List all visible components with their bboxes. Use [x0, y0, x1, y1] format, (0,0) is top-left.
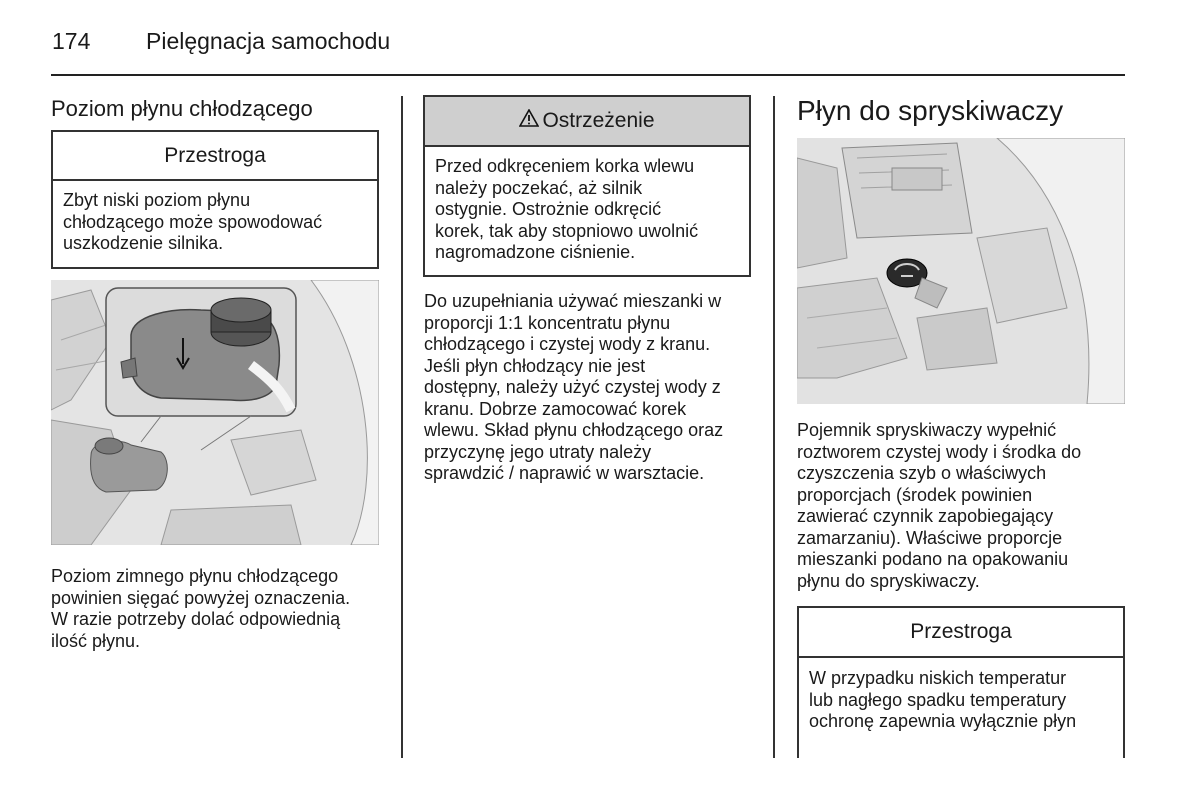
caution-line: W przypadku niskich temperatur — [809, 668, 1067, 688]
paragraph-line: Pojemnik spryskiwaczy wypełnić — [797, 420, 1057, 440]
caution-line: Zbyt niski poziom płynu — [63, 190, 251, 210]
paragraph-line: proporcjach (środek powinien — [797, 484, 1033, 505]
caution-line: ochronę zapewnia wyłącznie płyn — [809, 711, 1077, 731]
paragraph-line: zawierać czynnik zapobiegający — [797, 506, 1054, 526]
caution-line: chłodzącego może spowodować — [63, 211, 323, 232]
coolant-level-paragraph — [51, 566, 350, 652]
paragraph-line: kranu. Dobrze zamocować korek — [424, 398, 687, 419]
washer-caution-box — [797, 606, 1125, 758]
caution-title: Przestroga — [53, 132, 377, 181]
warning-header — [425, 97, 749, 147]
paragraph-line: ilość płynu. — [51, 630, 141, 651]
paragraph-line: powinien sięgać powyżej oznaczenia. — [51, 587, 351, 608]
chapter-title: Pielęgnacja samochodu — [146, 28, 391, 54]
caution-title: Przestroga — [799, 608, 1123, 658]
paragraph-line: roztworem czystej wody i środka do — [797, 441, 1082, 462]
paragraph-line: przyczynę jego utraty należy — [424, 441, 652, 462]
coolant-reservoir-illustration — [51, 280, 379, 545]
paragraph-line: W razie potrzeby dolać odpowiednią — [51, 609, 341, 629]
paragraph-line: mieszanki podano na opakowaniu — [797, 549, 1069, 569]
paragraph-line: sprawdzić / naprawić w warsztacie. — [424, 463, 705, 483]
paragraph-line: proporcji 1:1 koncentratu płynu — [424, 312, 671, 333]
washer-fluid-paragraph — [797, 420, 1081, 592]
paragraph-line: chłodzącego i czystej wody z kranu. — [424, 334, 711, 354]
warning-line: należy poczekać, aż silnik — [435, 177, 643, 198]
warning-line: Przed odkręceniem korka wlewu — [435, 156, 695, 176]
paragraph-line: czyszczenia szyb o właściwych — [797, 463, 1047, 483]
caution-line: lub nagłego spadku temperatury — [809, 689, 1067, 710]
warning-triangle-icon — [519, 97, 539, 145]
column-divider-2 — [773, 96, 775, 758]
coolant-caution-box — [51, 130, 379, 269]
caution-text — [53, 181, 377, 255]
paragraph-line: Poziom zimnego płynu chłodzącego — [51, 566, 339, 586]
washer-reservoir-illustration — [797, 138, 1125, 404]
warning-title: Ostrzeżenie — [542, 109, 655, 132]
paragraph-line: zamarzaniu). Właściwe proporcje — [797, 527, 1063, 548]
warning-box — [423, 95, 751, 277]
paragraph-line: płynu do spryskiwaczy. — [797, 570, 980, 591]
caution-text — [799, 658, 1123, 733]
page-number: 174 — [52, 28, 91, 54]
paragraph-line: Do uzupełniania używać mieszanki w — [424, 291, 722, 311]
coolant-mix-paragraph — [424, 291, 723, 485]
header-rule — [51, 74, 1125, 76]
warning-line: nagromadzone ciśnienie. — [435, 242, 636, 262]
caution-line: uszkodzenie silnika. — [63, 233, 224, 253]
paragraph-line: Jeśli płyn chłodzący nie jest — [424, 355, 646, 376]
warning-line: ostygnie. Ostrożnie odkręcić — [435, 199, 662, 219]
warning-text — [425, 147, 749, 264]
washer-fluid-heading: Płyn do spryskiwaczy — [797, 95, 1064, 126]
paragraph-line: wlewu. Skład płynu chłodzącego oraz — [424, 420, 724, 440]
warning-line: korek, tak aby stopniowo uwolnić — [435, 220, 699, 241]
paragraph-line: dostępny, należy użyć czystej wody z — [424, 377, 721, 397]
column-divider-1 — [401, 96, 403, 758]
coolant-heading: Poziom płynu chłodzącego — [51, 96, 313, 121]
